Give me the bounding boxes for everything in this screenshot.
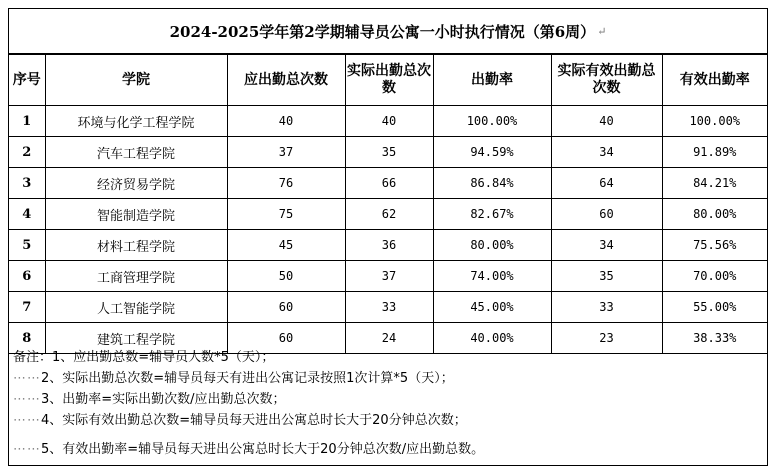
indent-dots: ⋯⋯ (13, 392, 41, 407)
row-expected: 50 (227, 261, 345, 292)
note-line (13, 410, 763, 431)
row-rate: 74.00% (433, 261, 551, 292)
row-index: 8 (9, 323, 45, 354)
row-actual: 62 (345, 199, 433, 230)
col-header-effective: 实际有效出勤总次数 (551, 55, 662, 106)
row-effective-rate: 75.56% (662, 230, 767, 261)
row-actual: 40 (345, 106, 433, 137)
note-lead: 备注：1、应出勤总数=辅导员人数*5（天）； (13, 350, 275, 365)
note-text: 3、出勤率=实际出勤次数/应出勤总次数； (41, 392, 286, 407)
indent-dots: ⋯⋯ (13, 413, 41, 428)
row-expected: 76 (227, 168, 345, 199)
row-actual: 24 (345, 323, 433, 354)
row-rate: 86.84% (433, 168, 551, 199)
row-effective-rate: 84.21% (662, 168, 767, 199)
attendance-document (8, 8, 768, 466)
table-row (9, 230, 767, 261)
row-effective: 33 (551, 292, 662, 323)
row-actual: 37 (345, 261, 433, 292)
row-index: 5 (9, 230, 45, 261)
row-actual: 33 (345, 292, 433, 323)
col-header-college: 学院 (45, 55, 227, 106)
row-college: 建筑工程学院 (45, 323, 227, 354)
row-effective: 35 (551, 261, 662, 292)
note-text: 2、实际出勤总次数=辅导员每天有进出公寓记录按照1次计算*5（天）； (41, 371, 454, 386)
row-effective-rate: 38.33% (662, 323, 767, 354)
note-line (13, 439, 763, 460)
col-header-expected: 应出勤总次数 (227, 55, 345, 106)
row-index: 1 (9, 106, 45, 137)
paragraph-mark-icon: ↵ (597, 24, 607, 38)
row-effective-rate: 91.89% (662, 137, 767, 168)
row-rate: 45.00% (433, 292, 551, 323)
row-expected: 37 (227, 137, 345, 168)
indent-dots: ⋯⋯ (13, 371, 41, 386)
row-effective-rate: 55.00% (662, 292, 767, 323)
row-college: 经济贸易学院 (45, 168, 227, 199)
row-rate: 40.00% (433, 323, 551, 354)
table-row (9, 137, 767, 168)
row-effective: 23 (551, 323, 662, 354)
row-actual: 35 (345, 137, 433, 168)
row-index: 2 (9, 137, 45, 168)
row-effective: 34 (551, 230, 662, 261)
row-actual: 66 (345, 168, 433, 199)
note-text: 4、实际有效出勤总次数=辅导员每天进出公寓总时长大于20分钟总次数； (41, 413, 467, 428)
row-rate: 100.00% (433, 106, 551, 137)
table-row (9, 168, 767, 199)
row-effective: 34 (551, 137, 662, 168)
table-row (9, 199, 767, 230)
row-expected: 40 (227, 106, 345, 137)
row-index: 3 (9, 168, 45, 199)
attendance-table (9, 54, 767, 354)
row-rate: 80.00% (433, 230, 551, 261)
row-effective-rate: 80.00% (662, 199, 767, 230)
note-line (13, 368, 763, 389)
note-text: 5、有效出勤率=辅导员每天进出公寓总时长大于20分钟总次数/应出勤总数。 (41, 442, 485, 457)
note-line (13, 347, 763, 368)
col-header-effective-rate: 有效出勤率 (662, 55, 767, 106)
title-text: 2024-2025学年第2学期辅导员公寓一小时执行情况（第6周） (169, 22, 596, 41)
col-header-rate: 出勤率 (433, 55, 551, 106)
row-expected: 60 (227, 292, 345, 323)
table-row (9, 261, 767, 292)
row-index: 6 (9, 261, 45, 292)
row-expected: 60 (227, 323, 345, 354)
row-effective-rate: 70.00% (662, 261, 767, 292)
document-title (9, 9, 767, 54)
row-effective: 40 (551, 106, 662, 137)
row-index: 7 (9, 292, 45, 323)
row-college: 材料工程学院 (45, 230, 227, 261)
row-effective: 64 (551, 168, 662, 199)
row-expected: 75 (227, 199, 345, 230)
row-effective-rate: 100.00% (662, 106, 767, 137)
row-college: 汽车工程学院 (45, 137, 227, 168)
indent-dots: ⋯⋯ (13, 442, 41, 457)
row-rate: 94.59% (433, 137, 551, 168)
notes-section (13, 347, 763, 460)
col-header-index: 序号 (9, 55, 45, 106)
row-effective: 60 (551, 199, 662, 230)
row-expected: 45 (227, 230, 345, 261)
note-line (13, 389, 763, 410)
table-header-row (9, 55, 767, 106)
col-header-actual: 实际出勤总次数 (345, 55, 433, 106)
row-actual: 36 (345, 230, 433, 261)
table-row (9, 106, 767, 137)
table-row (9, 292, 767, 323)
row-college: 人工智能学院 (45, 292, 227, 323)
row-rate: 82.67% (433, 199, 551, 230)
row-college: 工商管理学院 (45, 261, 227, 292)
row-college: 智能制造学院 (45, 199, 227, 230)
row-index: 4 (9, 199, 45, 230)
row-college: 环境与化学工程学院 (45, 106, 227, 137)
